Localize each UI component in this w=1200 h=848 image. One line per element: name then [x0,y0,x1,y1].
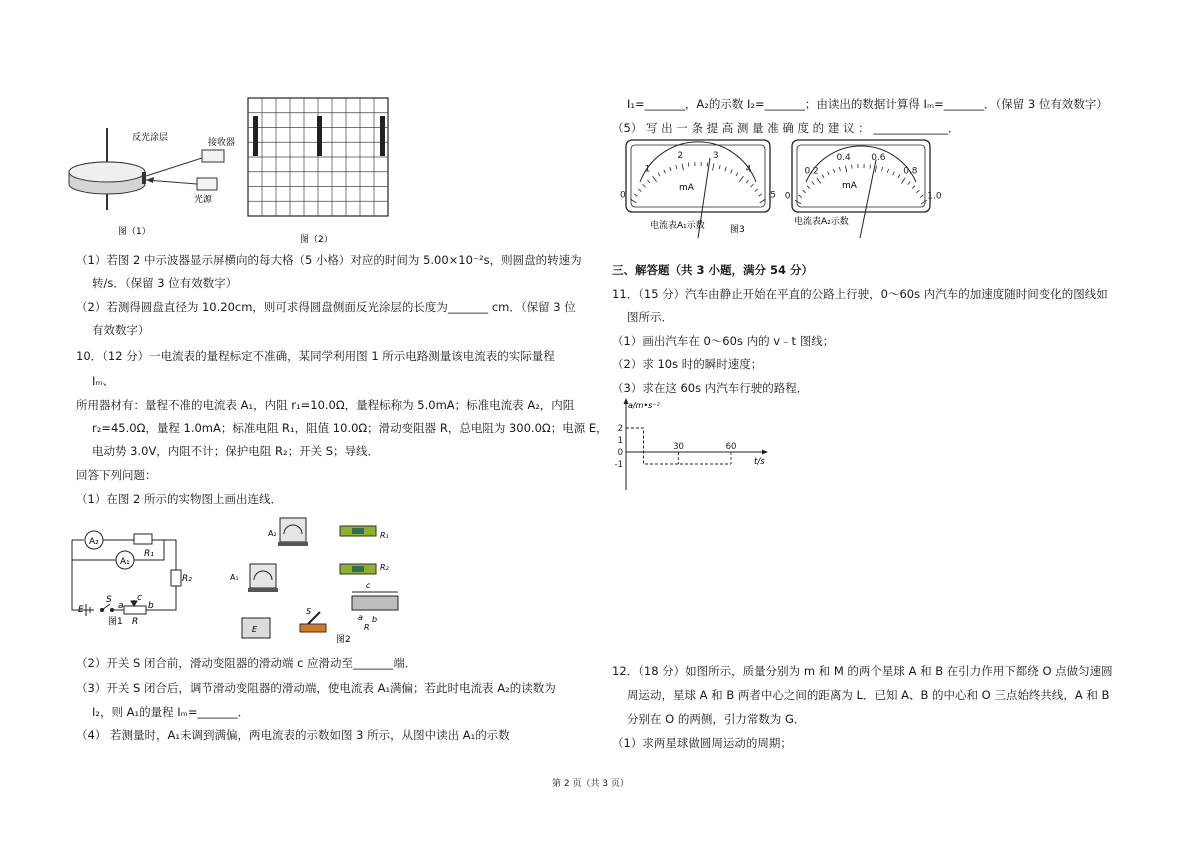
meter1-caption: 电流表A₁示数 [650,221,705,231]
section-3-title: 三、解答题（共 3 小题，满分 54 分） [612,263,814,277]
ammeter-a1 [619,138,777,235]
q11-part2: （2）求 10s 时的瞬时速度； [612,357,763,371]
a2-label: A₂ [89,537,99,547]
e-device-label: E [252,625,258,634]
s-label: S [106,595,112,605]
q9-part2-line1: （2）若测得圆盘直径为 10.20cm，则可求得圆盘侧面反光涂层的长度为_______ cm．（保留 3 位 [76,300,576,314]
chart-ytick-label: 1 [617,436,623,446]
apparatus-caption: 图2 [336,635,351,645]
receiver-label: 接收器 [208,138,236,148]
s-device-label: S [306,607,312,616]
q11-line2: 图所示． [627,310,673,324]
source-label: 光源 [194,195,213,205]
q11-part1: （1）画出汽车在 0～60s 内的 v﹣t 图线； [612,334,835,348]
q10-part1: （1）在图 2 所示的实物图上画出连线． [76,492,282,506]
meter2-unit: mA [842,181,857,191]
r1-label: R₁ [144,549,154,559]
q10-part3-line2: I₂，则 A₁的量程 Iₘ=_______． [92,705,250,719]
q10-part4: （4） 若测量时，A₁未调到满偏，两电流表的示数如图 3 所示，从图中读出 A₁的示数 [76,728,510,742]
chart-ylabel: a/m•s⁻² [628,401,660,410]
q10-line1: 10．（12 分）一电流表的量程标定不准确，某同学利用图 1 所示电路测量该电流表的实际量程 [76,349,555,363]
a1-label: A₁ [120,557,130,567]
e-label: E [78,605,84,615]
meter1-tick-label: 2 [677,150,684,161]
circuit-figure [66,524,196,630]
meter1-tick-label: 4 [745,164,752,175]
apparatus-figure [228,512,408,644]
chart-ytick-label: 2 [617,424,623,434]
r-label: R [132,617,139,627]
chart-xlabel: t/s [754,457,765,467]
a-label: a [118,601,124,611]
q10-line4: r₂=45.0Ω，量程 1.0mA；标准电阻 R₁，阻值 10.0Ω；滑动变阻器 R，总电阻为 300.0Ω；电源 E， [92,421,608,435]
meter2-tick-label: 0.2 [804,166,819,177]
q9-part1-line1: （1）若图 2 中示波器显示屏横向的每大格（5 小格）对应的时间为 5.00×10⁻²s，则圆盘的转速为 [76,253,582,267]
fig3-caption: 图3 [730,225,745,235]
fig1-caption: 图（1） [118,227,151,237]
meter1-tick-label: 0 [619,190,626,201]
meter1-tick-label: 3 [712,150,719,161]
q9-part2-line2: 有效数字） [92,323,150,337]
chart-xtick-label: 60 [725,442,737,452]
b-device-label: b [372,615,378,624]
r-device-label: R [364,623,370,632]
disc-figure [62,118,236,240]
q10-line5: 电动势 3.0V，内阻不计；保护电阻 R₂；开关 S；导线． [92,444,380,458]
ammeter-a2 [784,138,942,234]
acceleration-time-chart [608,394,768,494]
meter1-tick-label: 1 [644,164,651,175]
circuit-caption: 图1 [108,617,123,627]
r2-label: R₂ [182,574,192,584]
q10-part2: （2）开关 S 闭合前，滑动变阻器的滑动端 c 应滑动至_______端． [76,656,417,670]
q12-line2: 周运动，星球 A 和 B 两者中心之间的距离为 L．已知 A、B 的中心和 O 三点始终共线，A 和 B [627,688,1110,702]
page-footer: 第 2 页（共 3 页） [552,779,629,789]
q9-part1-line2: 转/s．（保留 3 位有效数字） [92,276,238,290]
meter2-caption: 电流表A₂示数 [794,217,849,227]
meter2-tick-label: 0.6 [871,152,886,163]
meter2-tick-label: 1.0 [927,191,942,202]
q12-part1: （1）求两星球做圆周运动的周期； [612,736,792,750]
q12-line3: 分别在 O 的两侧，引力常数为 G． [627,712,806,726]
coating-label: 反光涂层 [132,133,169,143]
chart-ytick-label: 0 [617,448,623,458]
meter1-tick-label: 5 [770,190,777,201]
chart-ytick-label: -1 [614,460,623,470]
q10-part3-line1: （3）开关 S 闭合后，调节滑动变阻器的滑动端，使电流表 A₁满偏；若此时电流表 A₂的读数为 [76,681,556,695]
meter1-unit: mA [679,183,694,193]
chart-xtick-label: 30 [673,442,684,452]
r2-device-label: R₂ [380,563,389,572]
meter2-tick-label: 0.8 [903,166,918,177]
q10-line2: Iₘ、 [92,374,115,388]
c-device-label: c [366,581,371,590]
meter2-tick-label: 0 [784,191,791,202]
a2-device-label: A₂ [268,529,277,538]
r1-device-label: R₁ [380,531,389,540]
c-label: c [137,593,142,603]
q10-line3: 所用器材有：量程不准的电流表 A₁，内阻 r₁=10.0Ω，量程标称为 5.0mA；标准电流表 A₂，内阻 [76,398,575,412]
q10-part4-cont: I₁=_______，A₂的示数 I₂=_______；由读出的数据计算得 Iₘ=_______．（保留 3 位有效数字） [627,97,1108,111]
q12-line1: 12．（18 分）如图所示，质量分别为 m 和 M 的两个星球 A 和 B 在引力作用下都绕 O 点做匀速圆 [612,664,1113,678]
q11-line1: 11．（15 分）汽车由静止开始在平直的公路上行驶，0～60s 内汽车的加速度随时间变化的图线如 [612,287,1108,301]
fig2-caption: 图（2） [300,235,333,245]
q10-line6: 回答下列问题： [76,468,157,482]
q11-part3: （3）求在这 60s 内汽车行驶的路程． [612,381,809,395]
meter2-tick-label: 0.4 [836,152,851,163]
q10-part5: （5） 写 出 一 条 提 高 测 量 准 确 度 的 建 议 ： _____________． [612,121,960,135]
oscilloscope-screen [240,96,390,248]
b-label: b [148,601,154,611]
a-device-label: a [358,613,363,622]
a1-device-label: A₁ [230,573,239,582]
